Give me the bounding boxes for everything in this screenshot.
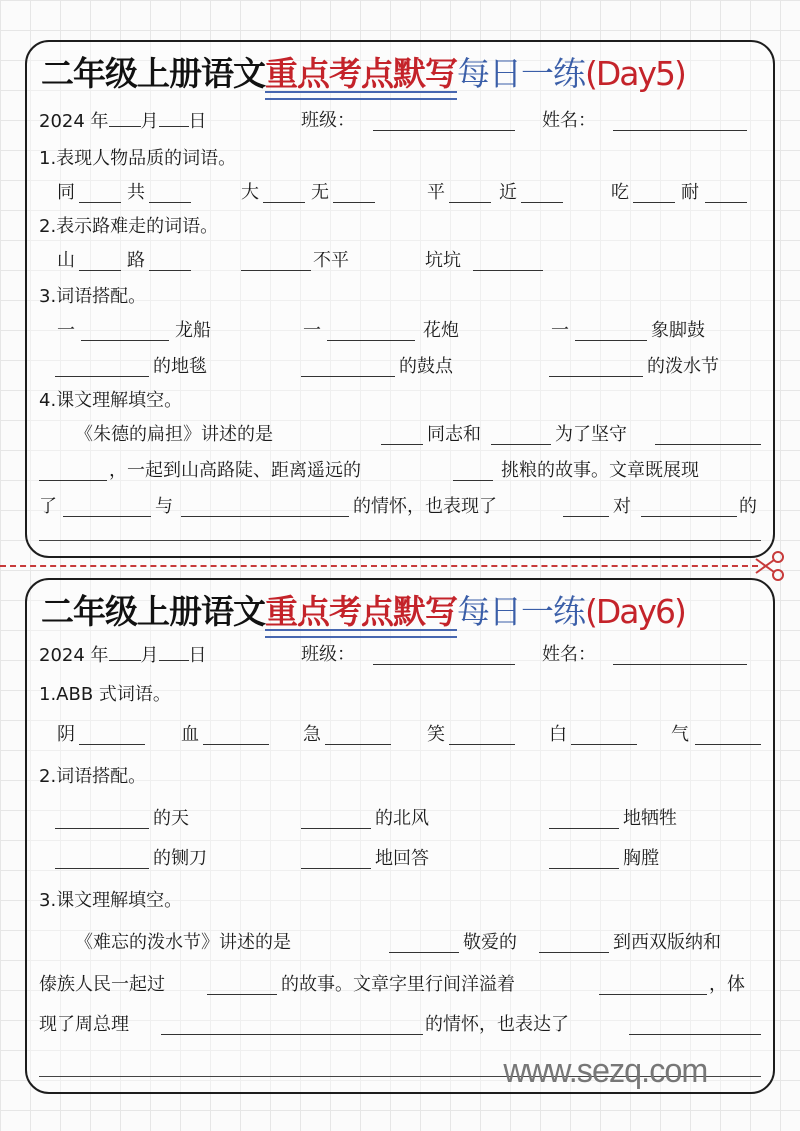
title-day: (Day6) <box>585 592 685 631</box>
month-blank[interactable] <box>109 642 141 661</box>
q3-blank[interactable] <box>575 322 647 341</box>
q4-text: 《朱德的扁担》讲述的是 <box>75 424 273 445</box>
q2-blank[interactable] <box>549 850 619 869</box>
q2-text: 的铡刀 <box>153 848 207 869</box>
q2-text: 胸膛 <box>623 848 659 869</box>
q2-text: 地回答 <box>375 848 429 869</box>
day-label: 日 <box>188 645 207 666</box>
worksheet-title <box>41 590 685 634</box>
question-4-heading: 4.课文理解填空。 <box>39 390 183 411</box>
q4-answer-line[interactable] <box>39 540 761 541</box>
q2-char: 路 <box>127 250 145 271</box>
q1-char: 共 <box>127 182 145 203</box>
q4-blank[interactable] <box>39 462 107 481</box>
q1-blank[interactable] <box>449 726 515 745</box>
q3-text: 傣族人民一起过 <box>39 974 165 995</box>
worksheet-day5 <box>25 40 775 558</box>
q4-text: 的 <box>739 496 757 517</box>
class-blank[interactable] <box>373 112 515 131</box>
q1-char: 急 <box>303 724 321 745</box>
q4-text: 的情怀，也表现了 <box>353 496 497 517</box>
question-1-heading: 1.表现人物品质的词语。 <box>39 148 237 169</box>
q2-blank[interactable] <box>473 252 543 271</box>
q3-text: 《难忘的泼水节》讲述的是 <box>75 932 291 953</box>
q2-blank[interactable] <box>549 810 619 829</box>
year-label: 2024 年 <box>39 111 109 132</box>
header-row <box>39 642 763 669</box>
question-2-heading: 2.表示路难走的词语。 <box>39 216 219 237</box>
class-label: 班级： <box>301 110 355 131</box>
q1-char: 无 <box>311 182 329 203</box>
q1-char: 同 <box>57 182 75 203</box>
q3-blank[interactable] <box>389 934 459 953</box>
name-label: 姓名： <box>542 110 596 131</box>
q2-char: 山 <box>57 250 75 271</box>
q2-blank[interactable] <box>241 252 311 271</box>
q3-text: 的情怀，也表达了 <box>425 1014 569 1035</box>
title-grade: 二年级上册语文 <box>41 592 265 631</box>
q4-blank[interactable] <box>491 426 551 445</box>
q1-blank[interactable] <box>705 184 747 203</box>
q3-blank[interactable] <box>161 1016 423 1035</box>
class-label: 班级： <box>301 644 355 665</box>
header-row <box>39 108 763 135</box>
q3-blank[interactable] <box>629 1016 761 1035</box>
q4-text: 为了坚守 <box>555 424 627 445</box>
question-3-heading: 3.课文理解填空。 <box>39 890 183 911</box>
day-blank[interactable] <box>159 108 189 127</box>
q2-blank[interactable] <box>301 850 371 869</box>
q3-char: 象脚鼓 <box>651 320 705 341</box>
q4-blank[interactable] <box>655 426 761 445</box>
worksheet-title <box>41 52 685 96</box>
q3-char: 一 <box>57 320 75 341</box>
q3-blank[interactable] <box>549 358 643 377</box>
q3-char: 的鼓点 <box>399 356 453 377</box>
q1-char: 阴 <box>57 724 75 745</box>
year-label: 2024 年 <box>39 645 109 666</box>
q1-blank[interactable] <box>695 726 761 745</box>
name-label: 姓名： <box>542 644 596 665</box>
q4-text: 了 <box>39 496 57 517</box>
q2-blank[interactable] <box>149 252 191 271</box>
day-blank[interactable] <box>159 642 189 661</box>
q4-text: 同志和 <box>427 424 481 445</box>
class-blank[interactable] <box>373 646 515 665</box>
q1-blank[interactable] <box>203 726 269 745</box>
q3-char: 龙船 <box>175 320 211 341</box>
q1-blank[interactable] <box>149 184 191 203</box>
q4-blank[interactable] <box>63 498 151 517</box>
q4-text: 对 <box>613 496 631 517</box>
q4-blank[interactable] <box>181 498 349 517</box>
q1-char: 气 <box>671 724 689 745</box>
q3-text: 现了周总理 <box>39 1014 129 1035</box>
month-blank[interactable] <box>109 108 141 127</box>
q1-char: 近 <box>499 182 517 203</box>
watermark: www.sezq.com <box>503 1052 708 1090</box>
q4-blank[interactable] <box>453 462 493 481</box>
q1-blank[interactable] <box>521 184 563 203</box>
q1-blank[interactable] <box>263 184 305 203</box>
q3-char: 一 <box>303 320 321 341</box>
q1-blank[interactable] <box>449 184 491 203</box>
q2-blank[interactable] <box>79 252 121 271</box>
q3-blank[interactable] <box>539 934 609 953</box>
q3-text: 到西双版纳和 <box>613 932 721 953</box>
q3-blank[interactable] <box>81 322 169 341</box>
q2-char: 不平 <box>313 250 349 271</box>
question-1-heading: 1.ABB 式词语。 <box>39 684 171 705</box>
q3-blank[interactable] <box>55 358 149 377</box>
q3-blank[interactable] <box>207 976 277 995</box>
q1-char: 大 <box>241 182 259 203</box>
q1-char: 平 <box>427 182 445 203</box>
q3-blank[interactable] <box>327 322 415 341</box>
month-label: 月 <box>140 111 159 132</box>
q1-blank[interactable] <box>79 184 121 203</box>
q2-text: 的北风 <box>375 808 429 829</box>
q4-text: 挑粮的故事。文章既展现 <box>501 460 699 481</box>
q2-blank[interactable] <box>55 810 149 829</box>
worksheet-day6 <box>25 578 775 1094</box>
name-blank[interactable] <box>613 646 747 665</box>
q3-char: 的地毯 <box>153 356 207 377</box>
q1-char: 耐 <box>681 182 699 203</box>
q4-blank[interactable] <box>381 426 423 445</box>
q1-char: 笑 <box>427 724 445 745</box>
title-focus: 重点考点默写 <box>265 590 457 634</box>
q2-char: 坑坑 <box>425 250 461 271</box>
q3-blank[interactable] <box>301 358 395 377</box>
q1-blank[interactable] <box>325 726 391 745</box>
q2-text: 地牺牲 <box>623 808 677 829</box>
question-2-heading: 2.词语搭配。 <box>39 766 147 787</box>
q1-char: 吃 <box>611 182 629 203</box>
title-daily: 每日一练 <box>457 54 585 93</box>
month-label: 月 <box>140 645 159 666</box>
day-label: 日 <box>188 111 207 132</box>
title-focus: 重点考点默写 <box>265 52 457 96</box>
q3-text: ，体 <box>709 974 745 995</box>
q4-text: 与 <box>155 496 173 517</box>
name-blank[interactable] <box>613 112 747 131</box>
q1-blank[interactable] <box>333 184 375 203</box>
q4-text: ，一起到山高路陡、距离遥远的 <box>109 460 361 481</box>
question-3-heading: 3.词语搭配。 <box>39 286 147 307</box>
q1-blank[interactable] <box>79 726 145 745</box>
q1-char: 血 <box>181 724 199 745</box>
q3-char: 的泼水节 <box>647 356 719 377</box>
q4-blank[interactable] <box>563 498 609 517</box>
q2-blank[interactable] <box>55 850 149 869</box>
q3-text: 的故事。文章字里行间洋溢着 <box>281 974 515 995</box>
q3-char: 花炮 <box>423 320 459 341</box>
q3-blank[interactable] <box>599 976 707 995</box>
title-daily: 每日一练 <box>457 592 585 631</box>
q1-blank[interactable] <box>571 726 637 745</box>
q2-text: 的天 <box>153 808 189 829</box>
q3-text: 敬爱的 <box>463 932 517 953</box>
title-day: (Day5) <box>585 54 685 93</box>
title-grade: 二年级上册语文 <box>41 54 265 93</box>
q1-blank[interactable] <box>633 184 675 203</box>
q3-char: 一 <box>551 320 569 341</box>
q1-char: 白 <box>549 724 567 745</box>
cut-line <box>0 565 758 567</box>
q2-blank[interactable] <box>301 810 371 829</box>
q4-blank[interactable] <box>641 498 737 517</box>
